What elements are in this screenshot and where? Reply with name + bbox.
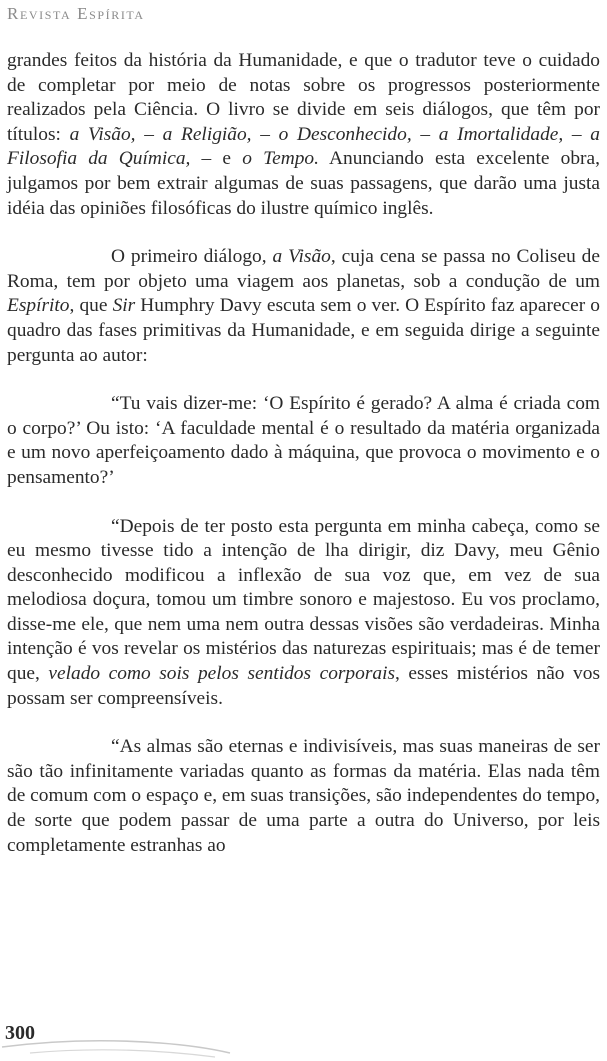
italic-text-run: a Visão, – a Religião, – o Desconhecido, – a Imortalidade, – a Filosofia da Química, xyxy=(7,123,600,170)
italic-text-run: velado como sois pelos sentidos corporais xyxy=(48,663,396,685)
text-run: Anunciando esta excelente obra, julgamos por bem extrair algumas de suas passagens, que darão uma justa idéia das opiniões filosóficas do ilustre químico inglês. xyxy=(7,148,600,219)
body-text xyxy=(7,49,600,858)
italic-text-run: Sir xyxy=(112,295,136,317)
paragraph xyxy=(7,515,600,712)
text-run: “Tu vais dizer-me: ‘O Espírito é gerado? A alma é criada com o corpo?’ Ou isto: ‘A faculdade mental é o resultado da matéria organizada e um novo aperfeiçoamento dado à máquina, que provoca o movimento e o pensamento?’ xyxy=(7,393,600,488)
text-run: – e xyxy=(190,148,243,170)
italic-text-run: o Tempo. xyxy=(242,148,319,170)
text-run: “As almas são eternas e indivisíveis, mas suas maneiras de ser são tão infinitamente variadas quanto as formas da matéria. Elas nada têm de comum com o espaço e, em suas transições, são independentes do tempo, de sorte que podem passar de uma parte a outra do Universo, por leis completamente estranhas ao xyxy=(7,736,600,856)
page-number: 300 xyxy=(5,1022,35,1044)
paragraph xyxy=(7,735,600,858)
text-run: , que xyxy=(69,295,113,317)
paragraph xyxy=(7,49,600,221)
text-run: , cuja cena se passa no Coliseu de Roma, tem por objeto uma viagem aos planetas, sob a condução de um xyxy=(7,246,600,292)
text-run: O primeiro diálogo, xyxy=(111,246,273,268)
text-run: “Depois de ter posto esta pergunta em minha cabeça, como se eu mesmo tivesse tido a intenção de lha dirigir, diz Davy, meu Gênio desconhecido modificou a inflexão de sua voz que, em vez de sua melodiosa doçura, tomou um timbre sonoro e majestoso. Eu vos proclamo, disse-me ele, que nem uma nem outra dessas visões são verdadeiras. Minha intenção é vos revelar os mistérios das naturezas espirituais; mas é de temer que, xyxy=(7,515,600,685)
text-run: grandes feitos da história da Humanidade, e que o tradutor teve o cuidado de completar por meio de notas sobre os progressos posteriormente realizados pela Ciência. O livro se divide em seis diálogos, que têm por títulos: xyxy=(7,50,600,145)
text-run: , esses mistérios não vos possam ser compreensíveis. xyxy=(7,663,600,709)
paragraph xyxy=(7,392,600,490)
italic-text-run: Espírito xyxy=(7,295,70,317)
paragraph xyxy=(7,245,600,368)
footer-swoosh-ornament xyxy=(0,1033,607,1061)
italic-text-run: a Visão xyxy=(272,246,331,268)
text-run: Humphry Davy escuta sem o ver. O Espírito faz aparecer o quadro das fases primitivas da Humanidade, e em seguida dirige a seguinte pergunta ao autor: xyxy=(7,295,600,366)
running-header: Revista Espírita xyxy=(7,4,145,23)
